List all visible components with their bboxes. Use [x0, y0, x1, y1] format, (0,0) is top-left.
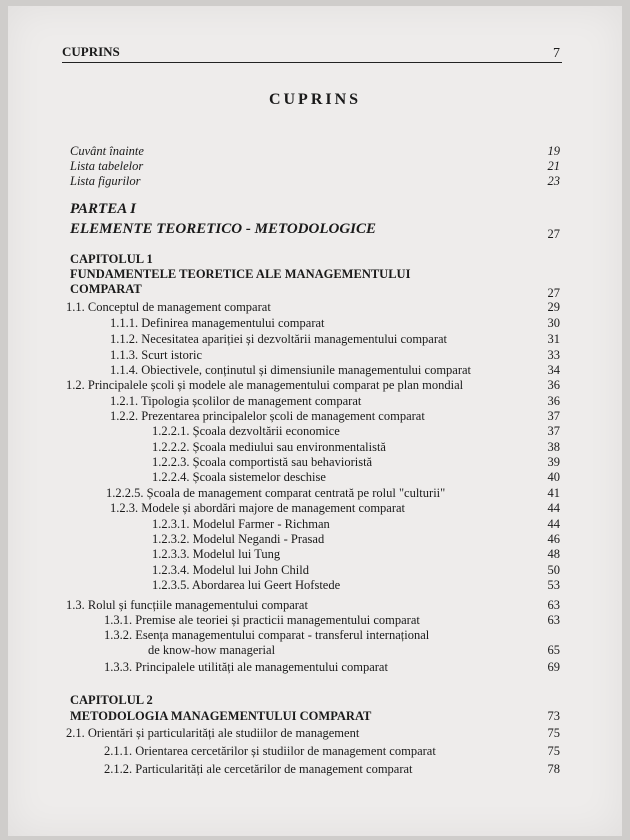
- page-number: 7: [553, 46, 560, 61]
- running-header-title: CUPRINS: [62, 44, 120, 59]
- contents-title: CUPRINS: [268, 91, 362, 108]
- running-header: [62, 44, 562, 63]
